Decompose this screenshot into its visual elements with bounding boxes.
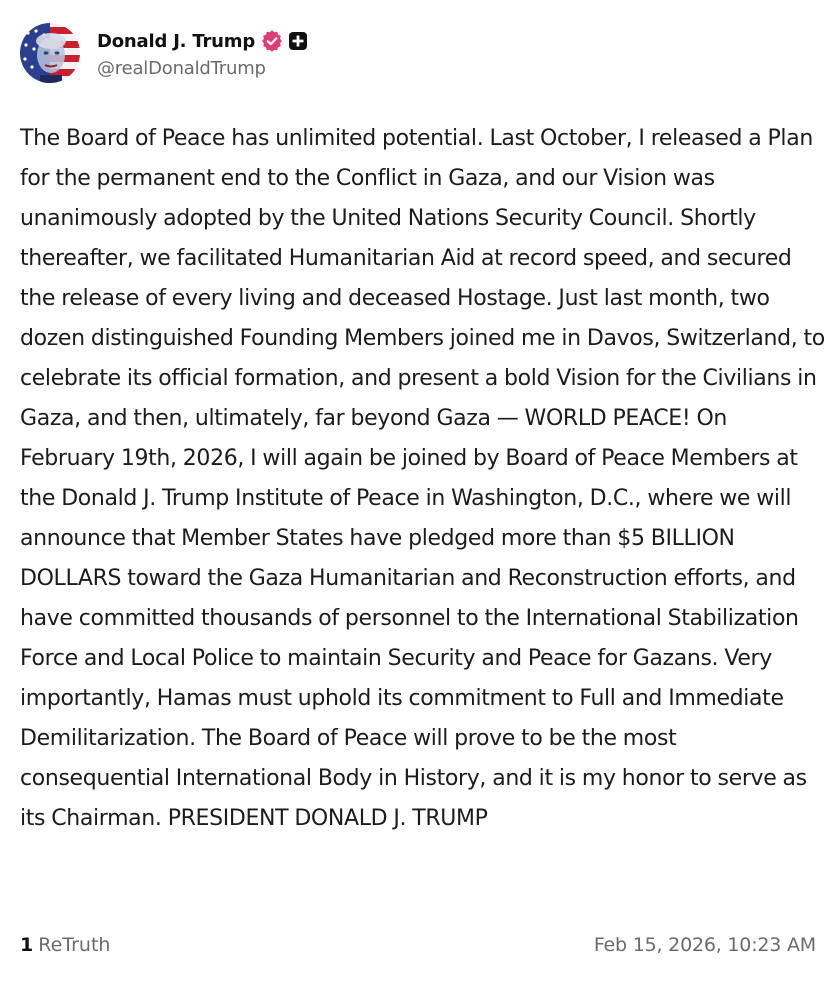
post-timestamp[interactable]: Feb 15, 2026, 10:23 AM bbox=[593, 934, 816, 956]
author-handle[interactable]: @realDonaldTrump bbox=[97, 58, 266, 79]
plus-square-icon bbox=[288, 31, 308, 51]
retruth-counter[interactable] bbox=[20, 934, 110, 956]
author-identity bbox=[97, 27, 308, 79]
post-header bbox=[20, 22, 308, 84]
post-body-text: The Board of Peace has unlimited potential. Last October, I released a Plan for the permanent end to the Conflict in Gaza, and our Vision was unanimously adopted by the United Nations Security Council. Shortly thereafter, we facilitated Humanitarian Aid at record speed, and secured the release of every living and deceased Hostage. Just last month, two dozen distinguished Founding Members joined me in Davos, Switzerland, to celebrate its official formation, and present a bold Vision for the Civilians in Gaza, and then, ultimately, far beyond Gaza — WORLD PEACE! On February 19th, 2026, I will again be joined by Board of Peace Members at the Donald J. Trump Institute of Peace in Washington, D.C., where we will announce that Member States have pledged more than $5 BILLION DOLLARS toward the Gaza Humanitarian and Reconstruction efforts, and have committed thousands of personnel to the International Stabilization Force and Local Police to maintain Security and Peace for Gazans. Very importantly, Hamas must uphold its commitment to Full and Immediate Demilitarization. The Board of Peace will prove to be the most consequential International Body in History, and it is my honor to serve as its Chairman. PRESIDENT DONALD J. TRUMP bbox=[20, 126, 825, 831]
retruth-label: ReTruth bbox=[38, 934, 111, 956]
author-display-name[interactable]: Donald J. Trump bbox=[97, 30, 256, 52]
avatar[interactable] bbox=[20, 23, 80, 83]
retruth-count: 1 bbox=[20, 934, 34, 956]
post-footer bbox=[20, 928, 816, 962]
verified-badge-icon bbox=[261, 30, 283, 52]
avatar-flag-portrait-icon bbox=[20, 23, 80, 83]
author-name-row bbox=[97, 27, 308, 55]
